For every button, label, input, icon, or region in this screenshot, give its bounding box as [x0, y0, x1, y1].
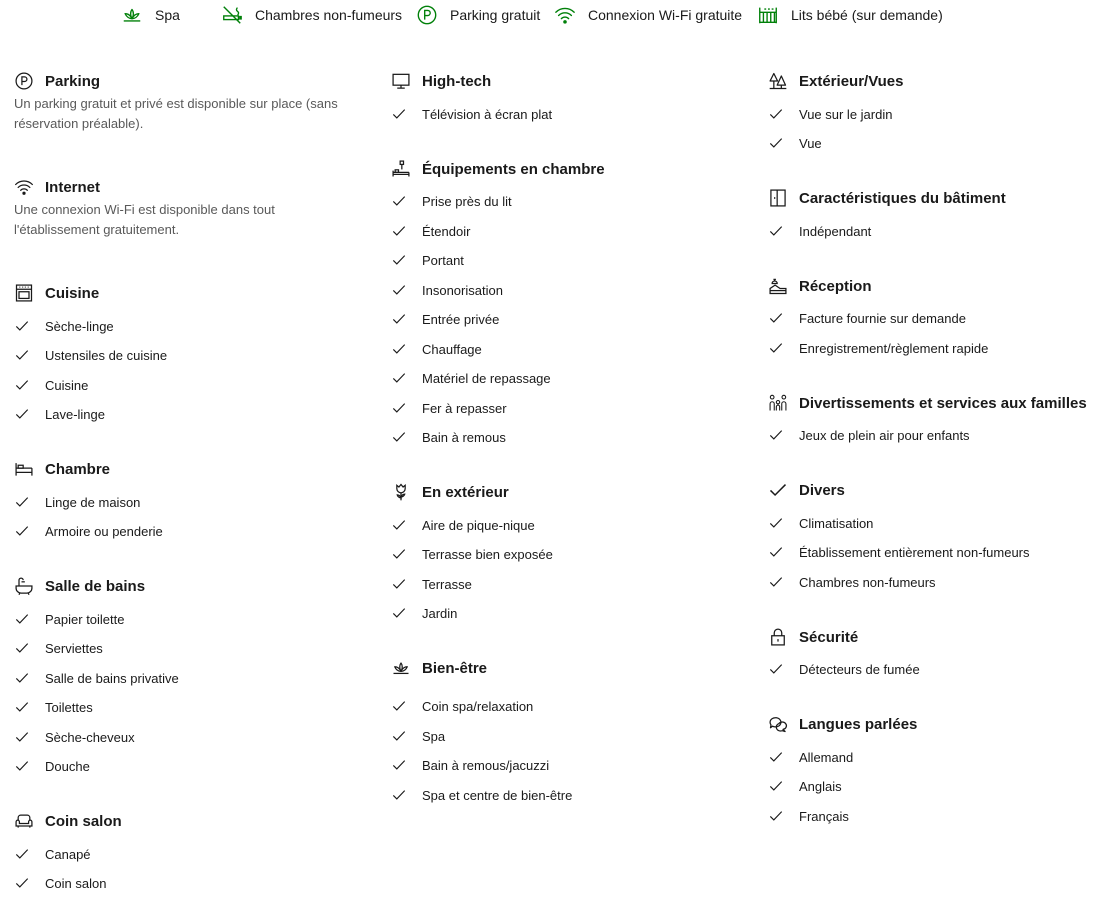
- facility-item: Détecteurs de fumée: [768, 659, 920, 679]
- checkmark-icon: [769, 136, 783, 150]
- highlight-label: Lits bébé (sur demande): [791, 7, 943, 23]
- checkmark-icon: [769, 107, 783, 121]
- checkmark-icon: [15, 876, 29, 890]
- lotus-icon: [121, 4, 143, 26]
- facility-item: Terrasse: [391, 574, 472, 594]
- facility-item: Douche: [14, 756, 90, 776]
- section-title: Caractéristiques du bâtiment: [799, 189, 1006, 207]
- checkmark-icon: [15, 641, 29, 655]
- highlight-label: Connexion Wi-Fi gratuite: [588, 7, 743, 23]
- facility-item: Portant: [391, 250, 464, 270]
- checkmark-icon: [15, 730, 29, 744]
- section-header: [14, 69, 100, 93]
- section-header: [391, 480, 509, 504]
- facility-item: Canapé: [14, 844, 91, 864]
- section-description: Un parking gratuit et privé est disponible sur place (sans réservation préalable).: [14, 96, 338, 131]
- parking-icon: [14, 71, 34, 91]
- checkmark-icon: [392, 430, 406, 444]
- checkmark-icon: [392, 194, 406, 208]
- checkmark-icon: [769, 224, 783, 238]
- facility-item: Matériel de repassage: [391, 368, 551, 388]
- checkmark-icon: [15, 700, 29, 714]
- facility-item: Allemand: [768, 747, 853, 767]
- checkmark-icon: [769, 779, 783, 793]
- section-header: [768, 391, 1087, 415]
- facility-item: Entrée privée: [391, 309, 499, 329]
- highlight-label: Parking gratuit: [450, 7, 541, 23]
- checkmark-icon: [15, 524, 29, 538]
- highlight-label: Chambres non-fumeurs: [255, 7, 403, 23]
- trees-icon: [768, 71, 788, 91]
- parking-icon: [416, 4, 438, 26]
- checkmark-icon: [769, 311, 783, 325]
- facility-item: Spa: [391, 726, 445, 746]
- section-header: [14, 281, 99, 305]
- section-header: [768, 478, 845, 502]
- checkmark-icon: [392, 342, 406, 356]
- checkmark-icon: [392, 224, 406, 238]
- facility-item: Télévision à écran plat: [391, 104, 552, 124]
- checkmark-icon: [768, 480, 788, 500]
- section-header: [14, 175, 100, 199]
- facility-item: Vue sur le jardin: [768, 104, 892, 124]
- checkmark-icon: [15, 759, 29, 773]
- section-description: Une connexion Wi-Fi est disponible dans tout l'établissement gratuitement.: [14, 202, 275, 237]
- checkmark-icon: [392, 606, 406, 620]
- section-title: Réception: [799, 277, 872, 295]
- facility-item: Spa et centre de bien-être: [391, 785, 572, 805]
- section-title: Sécurité: [799, 628, 859, 646]
- highlight-label: Spa: [155, 7, 180, 23]
- facility-item: Linge de maison: [14, 492, 140, 512]
- section-title: Internet: [45, 178, 101, 196]
- door-icon: [768, 188, 788, 208]
- facility-item: Anglais: [768, 776, 842, 796]
- crib-icon: [757, 4, 779, 26]
- section-title: Chambre: [45, 460, 111, 478]
- tv-icon: [391, 71, 411, 91]
- section-header: [768, 274, 872, 298]
- checkmark-icon: [769, 341, 783, 355]
- checkmark-icon: [769, 575, 783, 589]
- section-title: Langues parlées: [799, 715, 918, 733]
- facility-item: Bain à remous/jacuzzi: [391, 755, 549, 775]
- wifi-icon: [554, 4, 576, 26]
- facility-item: Facture fournie sur demande: [768, 308, 966, 328]
- facility-item: Prise près du lit: [391, 191, 512, 211]
- section-header: [768, 186, 1006, 210]
- couch-icon: [14, 811, 34, 831]
- facility-item: Salle de bains privative: [14, 668, 179, 688]
- section-title: High-tech: [422, 72, 492, 90]
- speech-bubbles-icon: [768, 714, 788, 734]
- highlight-crib: [757, 4, 943, 26]
- checkmark-icon: [769, 750, 783, 764]
- wifi-icon: [14, 177, 34, 197]
- checkmark-icon: [392, 107, 406, 121]
- section-title: Équipements en chambre: [422, 160, 605, 178]
- section-header: [14, 809, 122, 833]
- section-title: Bien-être: [422, 659, 488, 677]
- section-header: [14, 457, 110, 481]
- checkmark-icon: [769, 545, 783, 559]
- highlight-non-smoking: [221, 4, 402, 26]
- section-title: Cuisine: [45, 284, 100, 302]
- facility-item: Chambres non-fumeurs: [768, 572, 936, 592]
- section-title: En extérieur: [422, 483, 509, 501]
- checkmark-icon: [392, 758, 406, 772]
- reception-icon: [768, 276, 788, 296]
- section-title: Coin salon: [45, 812, 122, 830]
- checkmark-icon: [392, 577, 406, 591]
- facility-item: Fer à repasser: [391, 398, 507, 418]
- checkmark-icon: [15, 378, 29, 392]
- facility-item: Sèche-linge: [14, 316, 114, 336]
- facility-item: Cuisine: [14, 375, 88, 395]
- checkmark-icon: [392, 312, 406, 326]
- checkmark-icon: [15, 407, 29, 421]
- room-equipment-icon: [391, 159, 411, 179]
- checkmark-icon: [392, 547, 406, 561]
- section-title: Divertissements et services aux familles: [799, 394, 1087, 412]
- facility-item: Chauffage: [391, 339, 482, 359]
- oven-icon: [14, 283, 34, 303]
- checkmark-icon: [392, 253, 406, 267]
- checkmark-icon: [392, 788, 406, 802]
- checkmark-icon: [392, 729, 406, 743]
- checkmark-icon: [392, 518, 406, 532]
- checkmark-icon: [392, 283, 406, 297]
- bed-icon: [14, 459, 34, 479]
- checkmark-icon: [392, 699, 406, 713]
- checkmark-icon: [392, 401, 406, 415]
- section-header: [391, 69, 491, 93]
- facility-item: Jardin: [391, 603, 457, 623]
- section-header: [768, 712, 917, 736]
- section-header: [391, 656, 487, 680]
- section-header: [768, 69, 904, 93]
- highlight-parking: [416, 4, 540, 26]
- family-icon: [768, 393, 788, 413]
- bath-icon: [14, 576, 34, 596]
- facility-item: Bain à remous: [391, 427, 506, 447]
- facility-item: Jeux de plein air pour enfants: [768, 425, 970, 445]
- no-smoking-icon: [221, 4, 243, 26]
- facility-item: Climatisation: [768, 513, 873, 533]
- section-header: [14, 574, 145, 598]
- facility-item: Coin salon: [14, 873, 106, 893]
- checkmark-icon: [15, 495, 29, 509]
- facility-item: Insonorisation: [391, 280, 503, 300]
- lock-icon: [768, 627, 788, 647]
- facility-item: Établissement entièrement non-fumeurs: [768, 542, 1030, 562]
- flower-icon: [391, 482, 411, 502]
- facility-item: Armoire ou penderie: [14, 521, 163, 541]
- checkmark-icon: [392, 371, 406, 385]
- facility-item: Vue: [768, 133, 822, 153]
- lotus-icon: [391, 658, 411, 678]
- facility-item: Enregistrement/règlement rapide: [768, 338, 988, 358]
- checkmark-icon: [15, 348, 29, 362]
- facility-item: Coin spa/relaxation: [391, 696, 533, 716]
- checkmark-icon: [769, 809, 783, 823]
- facility-item: Français: [768, 806, 849, 826]
- popular-facilities-bar: [0, 0, 1112, 30]
- section-title: Extérieur/Vues: [799, 72, 904, 90]
- facility-item: Aire de pique-nique: [391, 515, 535, 535]
- facility-item: Indépendant: [768, 221, 871, 241]
- facility-item: Étendoir: [391, 221, 470, 241]
- checkmark-icon: [769, 662, 783, 676]
- facility-item: Sèche-cheveux: [14, 727, 135, 747]
- facility-item: Papier toilette: [14, 609, 125, 629]
- checkmark-icon: [769, 516, 783, 530]
- highlight-spa: [121, 4, 180, 26]
- section-header: [768, 625, 858, 649]
- checkmark-icon: [15, 612, 29, 626]
- highlight-wifi: [554, 4, 742, 26]
- section-header: [391, 157, 605, 181]
- facility-item: Lave-linge: [14, 404, 105, 424]
- facility-item: Ustensiles de cuisine: [14, 345, 167, 365]
- section-title: Divers: [799, 481, 845, 499]
- checkmark-icon: [769, 428, 783, 442]
- section-title: Salle de bains: [45, 577, 146, 595]
- checkmark-icon: [15, 847, 29, 861]
- section-title: Parking: [45, 72, 101, 90]
- facility-item: Toilettes: [14, 697, 93, 717]
- facility-item: Terrasse bien exposée: [391, 544, 553, 564]
- facility-item: Serviettes: [14, 638, 103, 658]
- checkmark-icon: [15, 671, 29, 685]
- checkmark-icon: [15, 319, 29, 333]
